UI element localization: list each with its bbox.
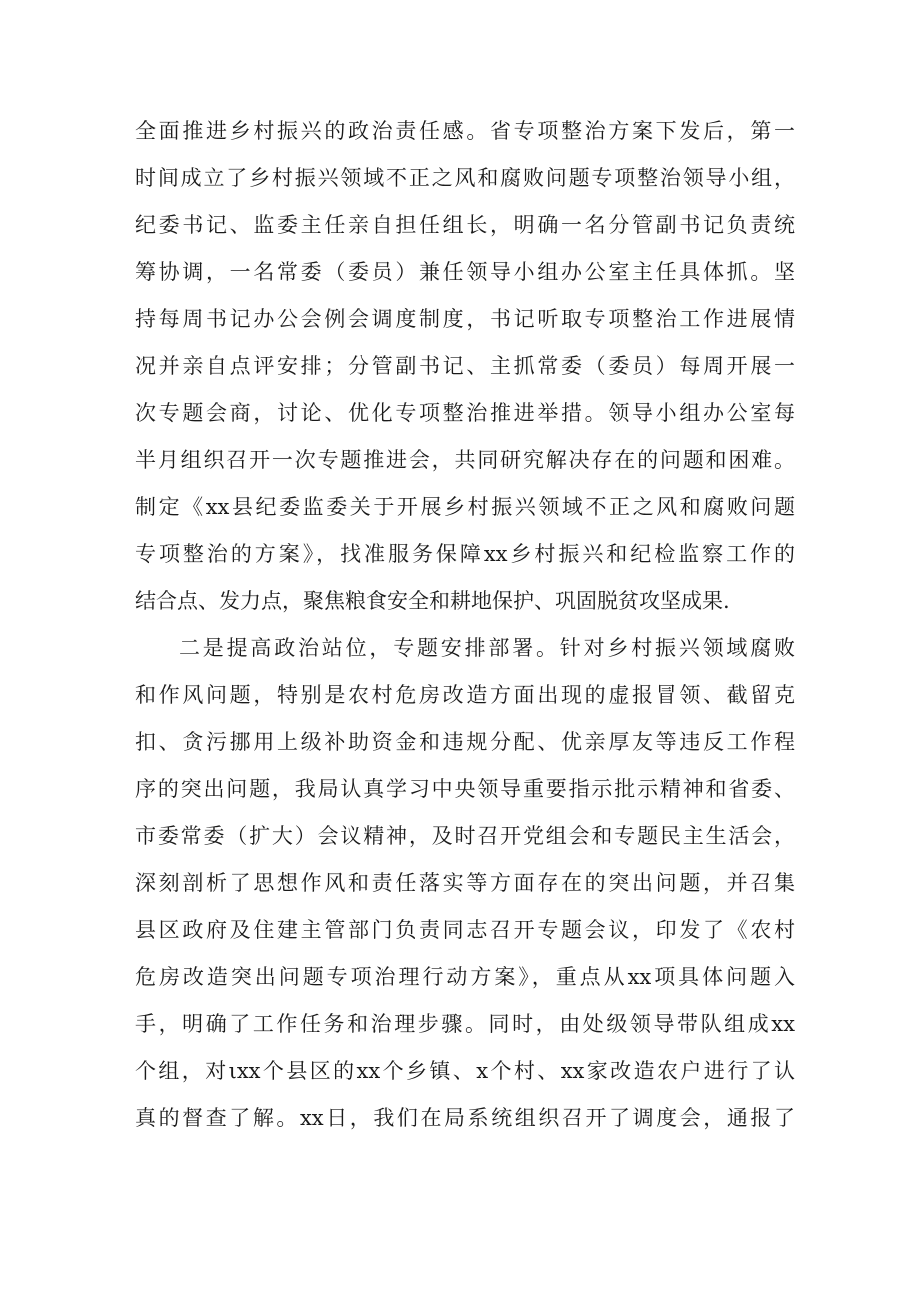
text-line: 二是提高政治站位，专题安排部署。针对乡村振兴领域腐败 bbox=[179, 636, 795, 660]
text-line: 全面推进乡村振兴的政治责任感。省专项整治方案下发后，第一 bbox=[135, 119, 795, 143]
text-line: 筹协调，一名常委（委员）兼任领导小组办公室主任具体抓。坚 bbox=[135, 260, 795, 284]
text-line: 序的突出问题，我局认真学习中央领导重要指示批示精神和省委、 bbox=[135, 777, 795, 801]
text-line: 真的督查了解。xx日，我们在局系统组织召开了调度会，通报了 bbox=[135, 1106, 795, 1130]
text-line: 市委常委（扩大）会议精神，及时召开党组会和专题民主生活会， bbox=[135, 824, 795, 848]
text-line: 纪委书记、监委主任亲自担任组长，明确一名分管副书记负责统 bbox=[135, 213, 795, 237]
text-line: 危房改造突出问题专项治理行动方案》，重点从xx项具体问题入 bbox=[135, 965, 795, 989]
text-line: 深刻剖析了思想作风和责任落实等方面存在的突出问题，并召集 bbox=[135, 871, 795, 895]
text-line: 手，明确了工作任务和治理步骤。同时，由处级领导带队组成xx bbox=[135, 1012, 795, 1036]
text-line: 半月组织召开一次专题推进会，共同研究解决存在的问题和困难。 bbox=[135, 448, 795, 472]
text-line: 制定《xx县纪委监委关于开展乡村振兴领域不正之风和腐败问题 bbox=[135, 495, 795, 519]
text-line: 县区政府及住建主管部门负责同志召开专题会议，印发了《农村 bbox=[135, 918, 795, 942]
text-line: 专项整治的方案》，找准服务保障xx乡村振兴和纪检监察工作的 bbox=[135, 542, 795, 566]
text-line: 结合点、发力点，聚焦粮食安全和耕地保护、巩固脱贫攻坚成果. bbox=[135, 589, 730, 613]
document-body bbox=[135, 108, 795, 1142]
text-line: 况并亲自点评安排；分管副书记、主抓常委（委员）每周开展一 bbox=[135, 354, 795, 378]
text-line: 时间成立了乡村振兴领域不正之风和腐败问题专项整治领导小组， bbox=[135, 166, 795, 190]
paragraph-1 bbox=[135, 108, 795, 625]
paragraph-2 bbox=[135, 625, 795, 1142]
text-line: 个组，对ιxx个县区的xx个乡镇、x个村、xx家改造农户进行了认 bbox=[135, 1059, 795, 1083]
text-line: 扣、贪污挪用上级补助资金和违规分配、优亲厚友等违反工作程 bbox=[135, 730, 795, 754]
text-line: 次专题会商，讨论、优化专项整治推进举措。领导小组办公室每 bbox=[135, 401, 795, 425]
text-line: 和作风问题，特别是农村危房改造方面出现的虚报冒领、截留克 bbox=[135, 683, 795, 707]
text-line: 持每周书记办公会例会调度制度，书记听取专项整治工作进展情 bbox=[135, 307, 795, 331]
